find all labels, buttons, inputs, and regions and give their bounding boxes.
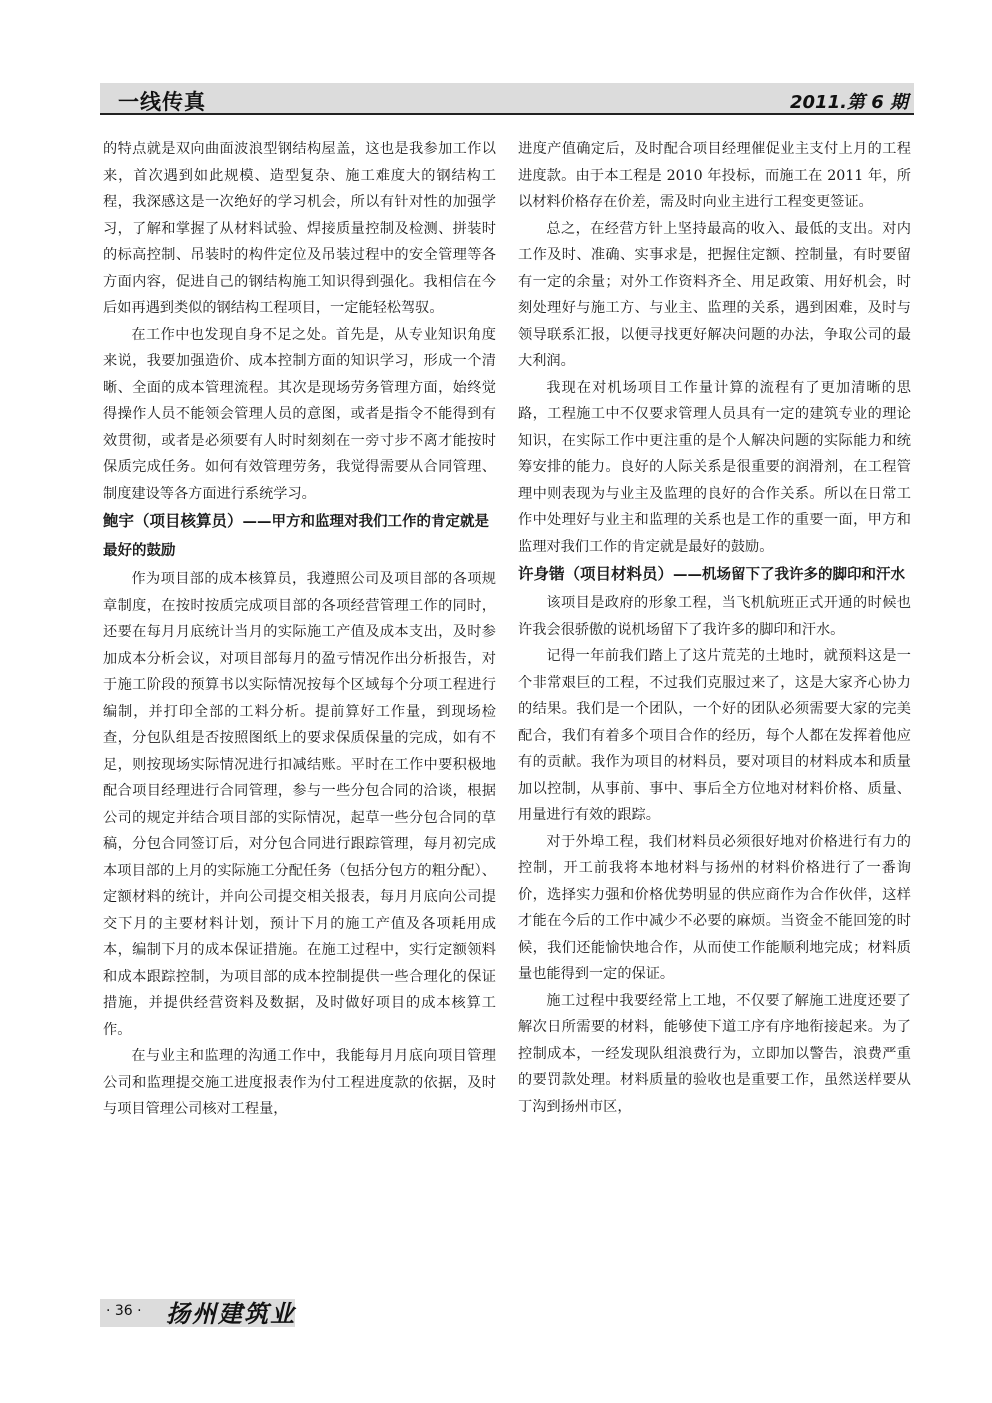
section-author: 鲍宇（项目核算员） <box>103 512 243 530</box>
section-heading <box>518 560 911 590</box>
paragraph: 记得一年前我们踏上了这片荒芜的土地时，就预料这是一个非常艰巨的工程，不过我们克服过来了，这是大家齐心协力的结果。我们是一个团队，一个好的团队必须需要大家的完美配合，我们有着多个项目合作的经历，每个人都在发挥着他应有的贡献。我作为项目的材料员，要对项目的材料成本和质量加以控制，从事前、事中、事后全方位地对材料价格、质量、用量进行有效的跟踪。 <box>518 648 911 823</box>
paragraph: 我现在对机场项目工作量计算的流程有了更加清晰的思路，工程施工中不仅要求管理人员具有一定的建筑专业的理论知识，在实际工作中更注重的是个人解决问题的实际能力和统筹安排的能力。良好的人际关系是很重要的润滑剂，在工程管理中则表现为与业主及监理的良好的合作关系。所以在日常工作中处理好与业主和监理的关系也是工作的重要一面，甲方和监理对我们工作的肯定就是最好的鼓励。 <box>518 379 911 555</box>
paragraph: 对于外埠工程，我们材料员必须很好地对价格进行有力的控制，开工前我将本地材料与扬州的材料价格进行了一番询价，选择实力强和价格优势明显的供应商作为合作伙伴，这样才能在今后的工作中减少不必要的麻烦。当资金不能回笼的时候，我们还能愉快地合作，从而使工作能顺利地完成；材料质量也能得到一定的保证。 <box>518 833 911 982</box>
section-subtitle: ——甲方和监理对我们工作的肯定就是最好的鼓励 <box>103 514 490 559</box>
paragraph: 在与业主和监理的沟通工作中，我能每月月底向项目管理公司和监理提交施工进度报表作为付工程进度款的依据，及时与项目管理公司核对工程量， <box>103 1048 496 1117</box>
paragraph: 作为项目部的成本核算员，我遵照公司及项目部的各项规章制度，在按时按质完成项目部的各项经营管理工作的同时，还要在每月月底统计当月的实际施工产值及成本支出，及时参加成本分析会议，对项目部每月的盈亏情况作出分析报告，对于施工阶段的预算书以实际情况按每个区域每个分项工程进行编制，并打印全部的工料分析。提前算好工作量，到现场检查，分包队组是否按照图纸上的要求保质保量的完成，如有不足，则按现场实际情况进行扣减结账。平时在工作中要积极地配合项目经理进行合同管理，参与一些分包合同的洽谈，根据公司的规定并结合项目部的实际情况，起草一些分包合同的草稿，分包合同签订后，对分包合同进行跟踪管理，每月初完成本项目部的上月的实际施工分配任务（包括分包方的粗分配）、定额材料的统计，并向公司提交相关报表，每月月底向公司提交下月的主要材料计划，预计下月的施工产值及各项耗用成本，编制下月的成本保证措施。在施工过程中，实行定额领料和成本跟踪控制，为项目部的成本控制提供一些合理化的保证措施，并提供经营资料及数据，及时做好项目的成本核算工作。 <box>103 571 496 1038</box>
paragraph: 进度产值确定后，及时配合项目经理催促业主支付上月的工程进度款。由于本工程是 2010 年投标，而施工在 2011 年，所以材料价格存在价差，需及时向业主进行工程变更签证。 <box>518 141 911 210</box>
magazine-logo: 扬州建筑业 <box>166 1299 296 1328</box>
paragraph: 施工过程中我要经常上工地，不仅要了解施工进度还要了解次日所需要的材料，能够使下道工序有序地衔接起来。为了控制成本，一经发现队组浪费行为，立即加以警告，浪费严重的要罚款处理。材料质量的验收也是重要工作，虽然送样要从丁沟到扬州市区， <box>518 992 911 1115</box>
paragraph: 的特点就是双向曲面波浪型钢结构屋盖，这也是我参加工作以来，首次遇到如此规模、造型复杂、施工难度大的钢结构工程，我深感这是一次绝好的学习机会，所以有针对性的加强学习，了解和掌握了从材料试验、焊接质量控制及检测、拼装时的标高控制、吊装时的构件定位及吊装过程中的安全管理等各方面内容，促进自己的钢结构施工知识得到强化。我相信在今后如再遇到类似的钢结构工程项目，一定能轻松驾驭。 <box>103 141 496 316</box>
left-column <box>103 136 496 1123</box>
section-title: 一线传真 <box>118 90 206 114</box>
issue-label: 2011.第 6 期 <box>790 92 908 113</box>
page-number: · 36 · <box>106 1303 142 1319</box>
paragraph: 在工作中也发现自身不足之处。首先是，从专业知识角度来说，我要加强造价、成本控制方面的知识学习，形成一个清晰、全面的成本管理流程。其次是现场劳务管理方面，始终觉得操作人员不能领会管理人员的意图，或者是指令不能得到有效贯彻，或者是必须要有人时时刻刻在一旁寸步不离才能按时保质完成任务。如何有效管理劳务，我觉得需要从合同管理、制度建设等各方面进行系统学习。 <box>103 326 496 502</box>
right-column <box>518 136 911 1120</box>
paragraph: 该项目是政府的形象工程，当飞机航班正式开通的时候也许我会很骄傲的说机场留下了我许多的脚印和汗水。 <box>518 595 911 638</box>
section-subtitle: ——机场留下了我许多的脚印和汗水 <box>673 567 906 583</box>
paragraph: 总之，在经营方针上坚持最高的收入、最低的支出。对内工作及时、准确、实事求是，把握住定额、控制量，有时要留有一定的余量；对外工作资料齐全、用足政策、用好机会，时刻处理好与施工方、与业主、监理的关系，遇到困难，及时与领导联系汇报，以便寻找更好解决问题的办法，争取公司的最大利润。 <box>518 220 911 369</box>
section-heading <box>103 507 496 566</box>
section-author: 许身锴（项目材料员） <box>518 565 674 583</box>
